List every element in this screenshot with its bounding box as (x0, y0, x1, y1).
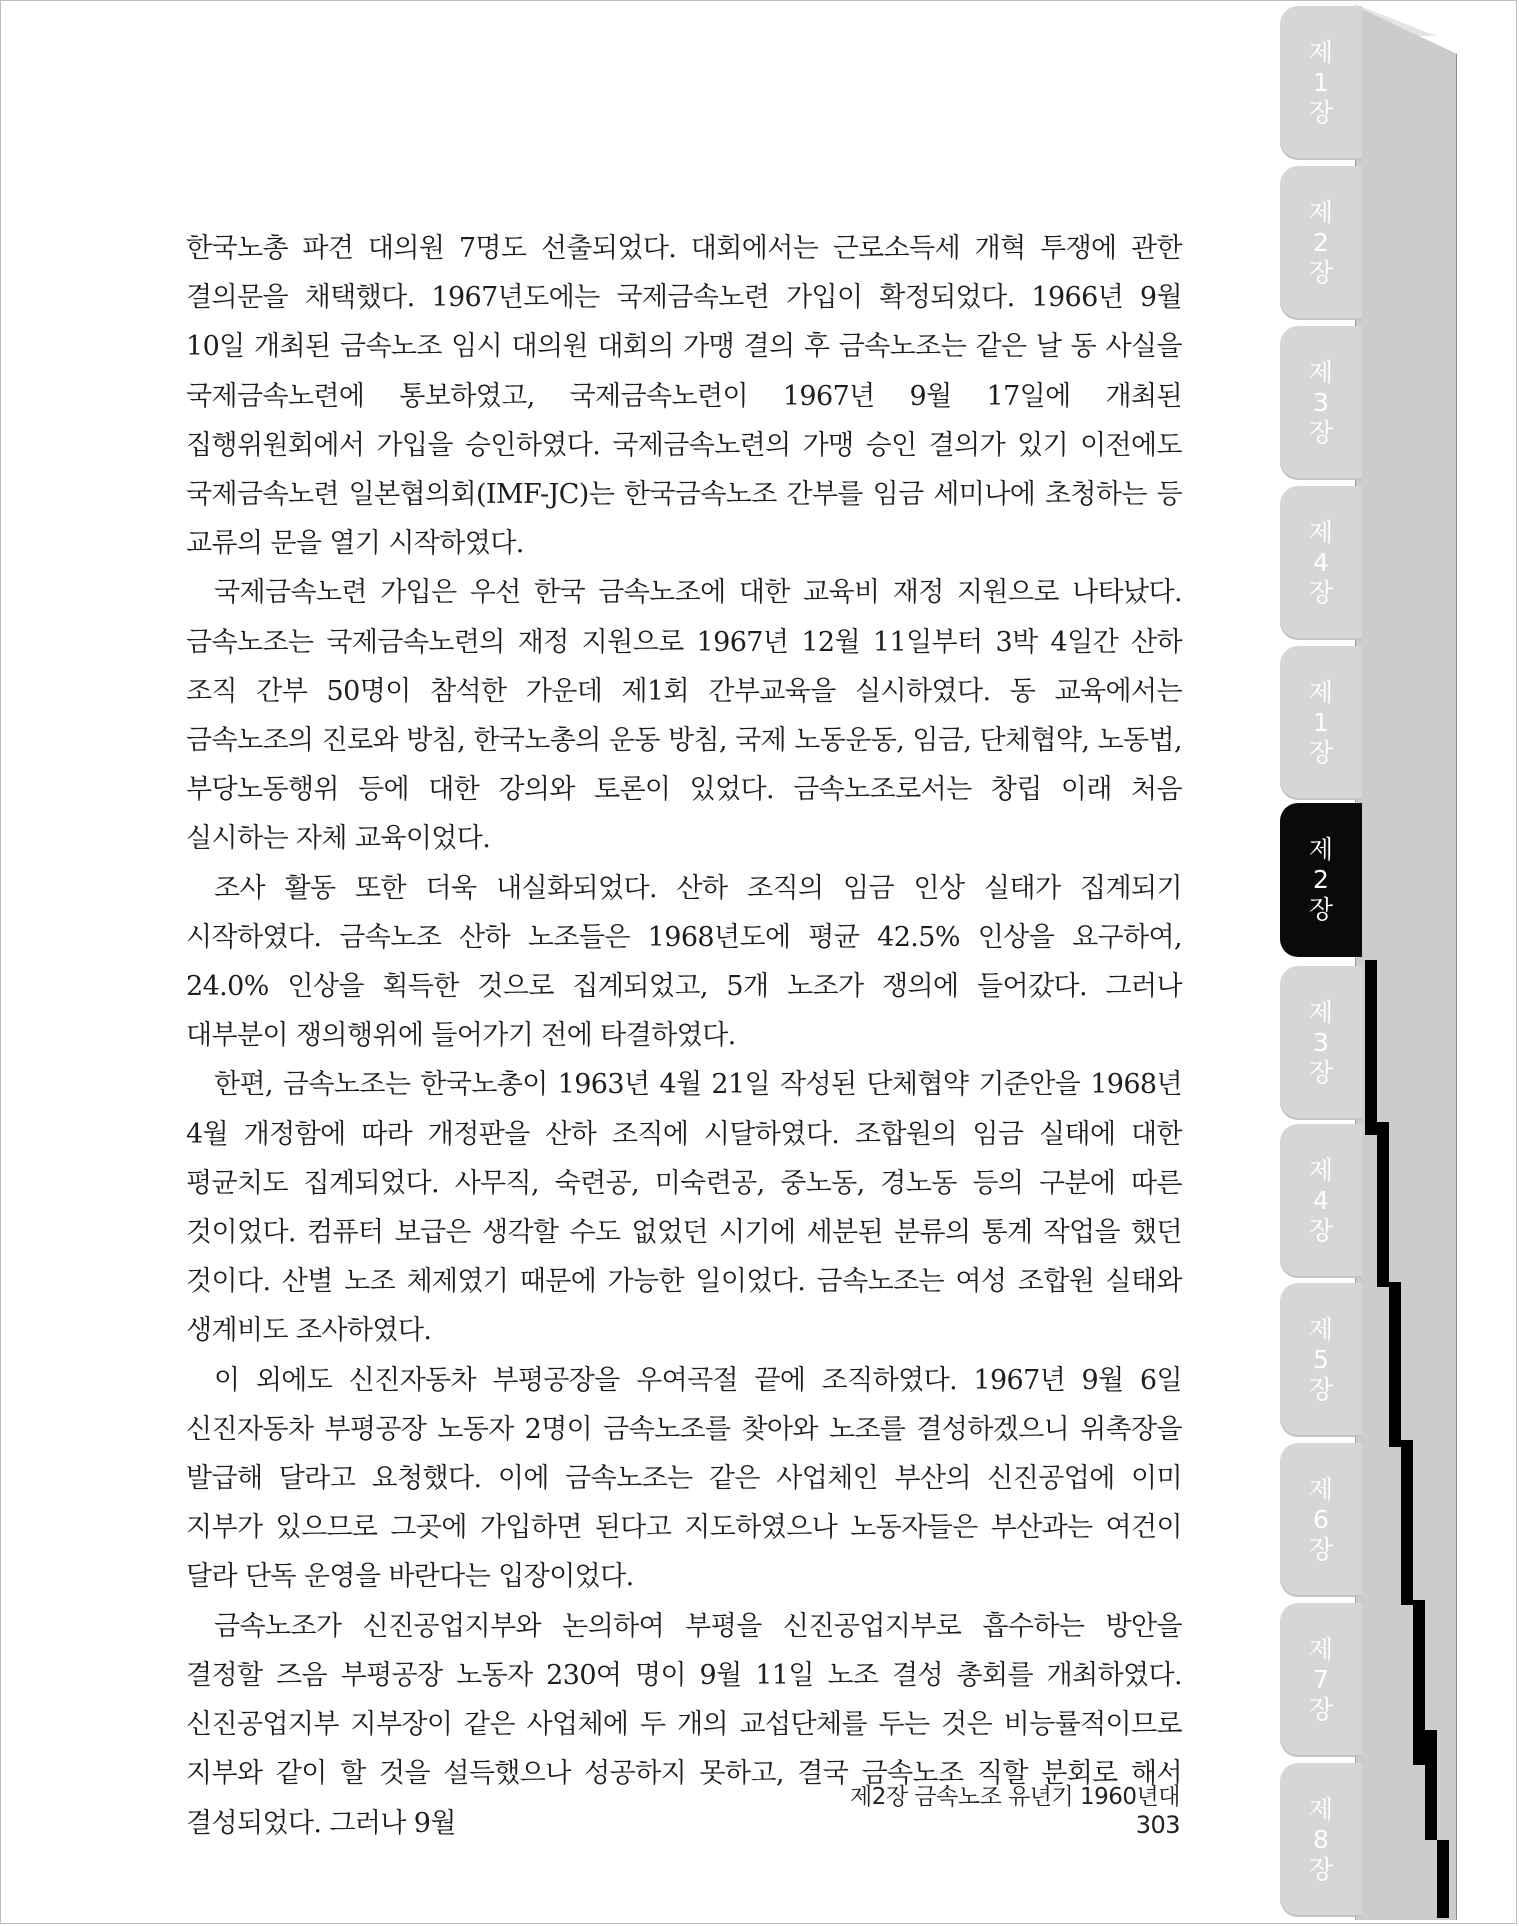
tab-number: 1 (1313, 68, 1329, 97)
tab-suffix: 장 (1308, 895, 1334, 924)
chapter-tab-2[interactable] (1280, 166, 1362, 320)
tab-prefix: 제 (1308, 358, 1334, 387)
tab-number: 2 (1313, 228, 1329, 257)
tab-suffix: 장 (1308, 1855, 1334, 1884)
tab-number: 5 (1313, 1345, 1329, 1374)
tab-number: 4 (1313, 548, 1329, 577)
tab-suffix: 장 (1308, 578, 1334, 607)
book-page-edge (1355, 6, 1457, 1920)
tab-prefix: 제 (1308, 518, 1334, 547)
tab-prefix: 제 (1308, 1635, 1334, 1664)
tab-prefix: 제 (1308, 38, 1334, 67)
tab-number: 7 (1313, 1665, 1329, 1694)
chapter-tab-6-active[interactable] (1280, 803, 1362, 957)
tab-suffix: 장 (1308, 1058, 1334, 1087)
tab-suffix: 장 (1308, 258, 1334, 287)
tab-prefix: 제 (1308, 1156, 1334, 1185)
tab-suffix: 장 (1308, 1535, 1334, 1564)
chapter-tab-8[interactable] (1280, 1124, 1362, 1278)
chapter-tab-4[interactable] (1280, 486, 1362, 640)
chapter-tab-5[interactable] (1280, 646, 1362, 800)
tab-number: 3 (1313, 388, 1329, 417)
tab-prefix: 제 (1308, 1795, 1334, 1824)
tab-number: 3 (1313, 1028, 1329, 1057)
paragraph: 국제금속노련 가입은 우선 한국 금속노조에 대한 교육비 재정 지원으로 나타났다. 금속노조는 국제금속노련의 재정 지원으로 1967년 12월 11일부터 3박 4일간 산하 조직 간부 50명이 참석한 가운데 제1회 간부교육을 실시하였다. 동 교육에서는 금속노조의 진로와 방침, 한국노총의 운동 방침, 국제 노동운동, 임금, 단체협약, 노동법, 부당노동행위 등에 대한 강의와 토론이 있었다. 금속노조로서는 창립 이래 처음 실시하는 자체 교육이었다. (186, 577, 1182, 855)
page-number: 303 (1135, 1811, 1180, 1839)
paragraph: 한편, 금속노조는 한국노총이 1963년 4월 21일 작성된 단체협약 기준안을 1968년 4월 개정함에 따라 개정판을 산하 조직에 시달하였다. 조합원의 임금 실태에 대한 평균치도 집계되었다. 사무직, 숙련공, 미숙련공, 중노동, 경노동 등의 구분에 따른 것이었다. 컴퓨터 보급은 생각할 수도 없었던 시기에 세분된 분류의 통계 작업을 했던 것이다. 산별 노조 체제였기 때문에 가능한 일이었다. 금속노조는 여성 조합원 실태와 생계비도 조사하였다. (186, 1069, 1182, 1347)
body-text (186, 224, 1182, 1848)
running-title: 제2장 금속노조 유년기 1960년대 (850, 1784, 1180, 1810)
tab-suffix: 장 (1308, 1695, 1334, 1724)
tab-number: 6 (1313, 1505, 1329, 1534)
paragraph: 조사 활동 또한 더욱 내실화되었다. 산하 조직의 임금 인상 실태가 집계되기 시작하였다. 금속노조 산하 노조들은 1968년도에 평균 42.5% 인상을 요구하여, 24.0% 인상을 획득한 것으로 집계되었고, 5개 노조가 쟁의에 들어갔다. 그러나 대부분이 쟁의행위에 들어가기 전에 타결하였다. (186, 872, 1182, 1052)
tab-number: 4 (1313, 1186, 1329, 1215)
chapter-tab-3[interactable] (1280, 326, 1362, 480)
tab-suffix: 장 (1308, 1375, 1334, 1404)
chapter-tab-11[interactable] (1280, 1603, 1362, 1757)
chapter-tab-10[interactable] (1280, 1443, 1362, 1597)
tab-prefix: 제 (1308, 678, 1334, 707)
tab-number: 2 (1313, 865, 1329, 894)
tab-suffix: 장 (1308, 738, 1334, 767)
tab-suffix: 장 (1308, 1216, 1334, 1245)
tab-suffix: 장 (1308, 418, 1334, 447)
chapter-tab-9[interactable] (1280, 1283, 1362, 1437)
paragraph: 이 외에도 신진자동차 부평공장을 우여곡절 끝에 조직하였다. 1967년 9월 6일 신진자동차 부평공장 노동자 2명이 금속노조를 찾아와 노조를 결성하겠으니 위촉장을 발급해 달라고 요청했다. 이에 금속노조는 같은 사업체인 부산의 신진공업에 이미 지부가 있으므로 그곳에 가입하면 된다고 지도하였으나 노동자들은 부산과는 여건이 달라 단독 운영을 바란다는 입장이었다. (186, 1364, 1182, 1593)
chapter-tab-1[interactable] (1280, 6, 1362, 160)
chapter-tab-12[interactable] (1280, 1763, 1362, 1917)
tab-prefix: 제 (1308, 998, 1334, 1027)
tab-suffix: 장 (1308, 98, 1334, 127)
tab-prefix: 제 (1308, 1475, 1334, 1504)
tab-prefix: 제 (1308, 1315, 1334, 1344)
tab-prefix: 제 (1308, 198, 1334, 227)
paragraph: 금속노조가 신진공업지부와 논의하여 부평을 신진공업지부로 흡수하는 방안을 결정할 즈음 부평공장 노동자 230여 명이 9월 11일 노조 결성 총회를 개최하였다. 신진공업지부 지부장이 같은 사업체에 두 개의 교섭단체를 두는 것은 비능률적이므로 지부와 같이 할 것을 설득했으나 성공하지 못하고, 결국 금속노조 직할 분회로 해서 결성되었다. 그러나 9월 (186, 1610, 1182, 1839)
page-footer (790, 1778, 1180, 1839)
chapter-tab-7[interactable] (1280, 966, 1362, 1120)
tab-number: 1 (1313, 708, 1329, 737)
tab-prefix: 제 (1308, 835, 1334, 864)
paragraph: 한국노총 파견 대의원 7명도 선출되었다. 대회에서는 근로소득세 개혁 투쟁에 관한 결의문을 채택했다. 1967년도에는 국제금속노련 가입이 확정되었다. 1966년 9월 10일 개최된 금속노조 임시 대의원 대회의 가맹 결의 후 금속노조는 같은 날 동 사실을 국제금속노련에 통보하였고, 국제금속노련이 1967년 9월 17일에 개최된 집행위원회에서 가입을 승인하였다. 국제금속노련의 가맹 승인 결의가 있기 이전에도 국제금속노련 일본협의회(IMF-JC)는 한국금속노조 간부를 임금 세미나에 초청하는 등 교류의 문을 열기 시작하였다. (186, 233, 1182, 560)
tab-number: 8 (1313, 1825, 1329, 1854)
